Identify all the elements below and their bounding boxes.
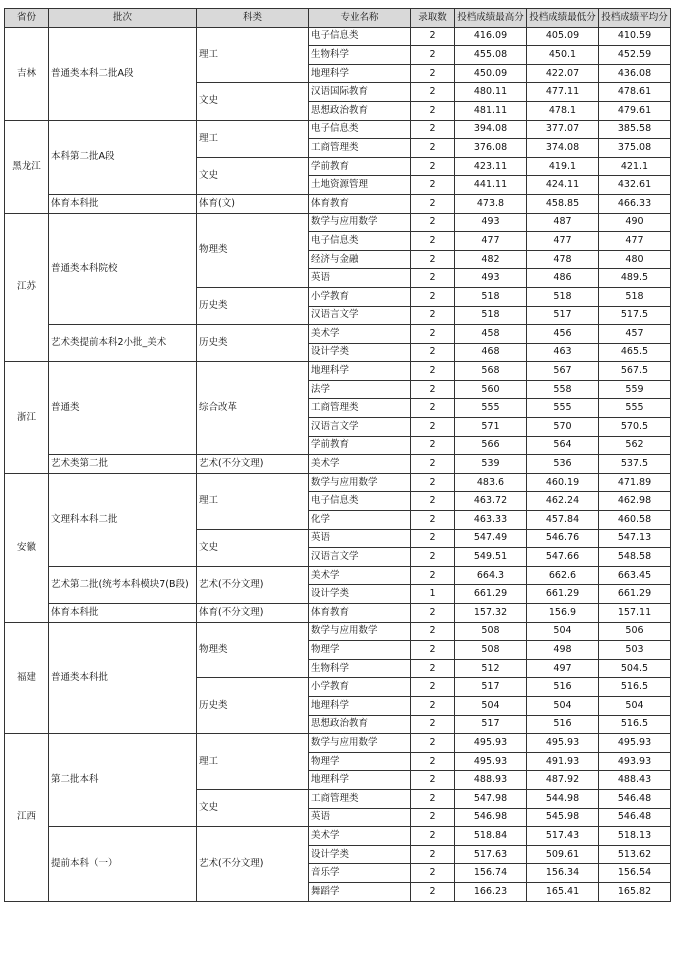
min-score-cell: 462.24 — [527, 492, 599, 511]
min-score-cell: 545.98 — [527, 808, 599, 827]
max-score-cell: 488.93 — [455, 771, 527, 790]
count-cell: 2 — [411, 343, 455, 362]
min-score-cell: 564 — [527, 436, 599, 455]
category-cell: 物理类 — [197, 622, 309, 678]
major-cell: 舞蹈学 — [309, 882, 411, 901]
category-cell: 理工 — [197, 734, 309, 790]
table-row — [5, 325, 671, 344]
min-score-cell: 374.08 — [527, 139, 599, 158]
max-score-cell: 518 — [455, 287, 527, 306]
avg-score-cell: 421.1 — [599, 157, 671, 176]
max-score-cell: 455.08 — [455, 46, 527, 65]
min-score-cell: 517 — [527, 306, 599, 325]
count-cell: 2 — [411, 232, 455, 251]
min-score-cell: 478 — [527, 250, 599, 269]
count-cell: 2 — [411, 269, 455, 288]
count-cell: 2 — [411, 771, 455, 790]
category-cell: 理工 — [197, 27, 309, 83]
major-cell: 地理科学 — [309, 64, 411, 83]
max-score-cell: 518 — [455, 306, 527, 325]
max-score-cell: 157.32 — [455, 604, 527, 623]
avg-score-cell: 479.61 — [599, 101, 671, 120]
avg-score-cell: 471.89 — [599, 473, 671, 492]
count-cell: 2 — [411, 213, 455, 232]
avg-score-cell: 375.08 — [599, 139, 671, 158]
category-cell: 文史 — [197, 157, 309, 194]
count-cell: 2 — [411, 27, 455, 46]
min-score-cell: 567 — [527, 362, 599, 381]
category-cell: 文史 — [197, 83, 309, 120]
count-cell: 2 — [411, 83, 455, 102]
min-score-cell: 156.34 — [527, 864, 599, 883]
max-score-cell: 458 — [455, 325, 527, 344]
min-score-cell: 517.43 — [527, 827, 599, 846]
avg-score-cell: 452.59 — [599, 46, 671, 65]
count-cell: 2 — [411, 176, 455, 195]
major-cell: 汉语言文学 — [309, 548, 411, 567]
avg-score-cell: 504 — [599, 696, 671, 715]
max-score-cell: 473.8 — [455, 194, 527, 213]
avg-score-cell: 495.93 — [599, 734, 671, 753]
header-row — [5, 9, 671, 28]
table-row — [5, 362, 671, 381]
max-score-cell: 547.49 — [455, 529, 527, 548]
max-score-cell: 517.63 — [455, 845, 527, 864]
header-province: 省份 — [5, 9, 49, 28]
major-cell: 设计学类 — [309, 343, 411, 362]
major-cell: 生物科学 — [309, 659, 411, 678]
min-score-cell: 487.92 — [527, 771, 599, 790]
category-cell: 艺术(不分文理) — [197, 455, 309, 474]
major-cell: 美术学 — [309, 827, 411, 846]
table-row — [5, 455, 671, 474]
count-cell: 2 — [411, 380, 455, 399]
major-cell: 小学教育 — [309, 287, 411, 306]
table-row — [5, 27, 671, 46]
min-score-cell: 516 — [527, 715, 599, 734]
table-row — [5, 604, 671, 623]
max-score-cell: 463.72 — [455, 492, 527, 511]
avg-score-cell: 478.61 — [599, 83, 671, 102]
major-cell: 土地资源管理 — [309, 176, 411, 195]
min-score-cell: 504 — [527, 696, 599, 715]
min-score-cell: 477 — [527, 232, 599, 251]
count-cell: 2 — [411, 325, 455, 344]
count-cell: 2 — [411, 752, 455, 771]
major-cell: 体育教育 — [309, 194, 411, 213]
count-cell: 2 — [411, 808, 455, 827]
count-cell: 2 — [411, 287, 455, 306]
count-cell: 2 — [411, 436, 455, 455]
category-cell: 物理类 — [197, 213, 309, 287]
min-score-cell: 156.9 — [527, 604, 599, 623]
count-cell: 2 — [411, 306, 455, 325]
min-score-cell: 405.09 — [527, 27, 599, 46]
category-cell: 综合改革 — [197, 362, 309, 455]
count-cell: 2 — [411, 864, 455, 883]
batch-cell: 提前本科（一） — [49, 827, 197, 901]
province-cell: 江西 — [5, 734, 49, 901]
major-cell: 电子信息类 — [309, 27, 411, 46]
max-score-cell: 508 — [455, 641, 527, 660]
min-score-cell: 516 — [527, 678, 599, 697]
category-cell: 文史 — [197, 789, 309, 826]
avg-score-cell: 165.82 — [599, 882, 671, 901]
min-score-cell: 457.84 — [527, 511, 599, 530]
count-cell: 2 — [411, 101, 455, 120]
major-cell: 英语 — [309, 808, 411, 827]
avg-score-cell: 457 — [599, 325, 671, 344]
max-score-cell: 416.09 — [455, 27, 527, 46]
max-score-cell: 664.3 — [455, 566, 527, 585]
max-score-cell: 661.29 — [455, 585, 527, 604]
major-cell: 经济与金融 — [309, 250, 411, 269]
max-score-cell: 555 — [455, 399, 527, 418]
max-score-cell: 517 — [455, 678, 527, 697]
max-score-cell: 493 — [455, 213, 527, 232]
min-score-cell: 544.98 — [527, 789, 599, 808]
max-score-cell: 495.93 — [455, 752, 527, 771]
avg-score-cell: 410.59 — [599, 27, 671, 46]
major-cell: 体育教育 — [309, 604, 411, 623]
major-cell: 英语 — [309, 529, 411, 548]
major-cell: 汉语言文学 — [309, 306, 411, 325]
major-cell: 数学与应用数学 — [309, 734, 411, 753]
major-cell: 设计学类 — [309, 845, 411, 864]
major-cell: 英语 — [309, 269, 411, 288]
major-cell: 美术学 — [309, 566, 411, 585]
count-cell: 2 — [411, 734, 455, 753]
max-score-cell: 156.74 — [455, 864, 527, 883]
count-cell: 2 — [411, 473, 455, 492]
category-cell: 理工 — [197, 120, 309, 157]
major-cell: 汉语国际教育 — [309, 83, 411, 102]
avg-score-cell: 547.13 — [599, 529, 671, 548]
batch-cell: 普通类本科批 — [49, 622, 197, 734]
category-cell: 理工 — [197, 473, 309, 529]
count-cell: 2 — [411, 120, 455, 139]
avg-score-cell: 555 — [599, 399, 671, 418]
avg-score-cell: 432.61 — [599, 176, 671, 195]
province-cell: 吉林 — [5, 27, 49, 120]
count-cell: 2 — [411, 789, 455, 808]
avg-score-cell: 477 — [599, 232, 671, 251]
province-cell: 黑龙江 — [5, 120, 49, 213]
count-cell: 2 — [411, 678, 455, 697]
max-score-cell: 508 — [455, 622, 527, 641]
header-batch: 批次 — [49, 9, 197, 28]
max-score-cell: 495.93 — [455, 734, 527, 753]
major-cell: 地理科学 — [309, 771, 411, 790]
min-score-cell: 509.61 — [527, 845, 599, 864]
header-avg-score: 投档成绩平均分 — [599, 9, 671, 28]
count-cell: 2 — [411, 139, 455, 158]
count-cell: 2 — [411, 362, 455, 381]
major-cell: 电子信息类 — [309, 492, 411, 511]
major-cell: 汉语言文学 — [309, 418, 411, 437]
count-cell: 2 — [411, 696, 455, 715]
count-cell: 2 — [411, 64, 455, 83]
count-cell: 2 — [411, 622, 455, 641]
batch-cell: 体育本科批 — [49, 604, 197, 623]
min-score-cell: 661.29 — [527, 585, 599, 604]
category-cell: 历史类 — [197, 287, 309, 324]
max-score-cell: 482 — [455, 250, 527, 269]
max-score-cell: 493 — [455, 269, 527, 288]
category-cell: 历史类 — [197, 678, 309, 734]
count-cell: 2 — [411, 566, 455, 585]
min-score-cell: 477.11 — [527, 83, 599, 102]
min-score-cell: 536 — [527, 455, 599, 474]
admissions-score-table — [4, 8, 671, 902]
major-cell: 学前教育 — [309, 157, 411, 176]
table-row — [5, 827, 671, 846]
count-cell: 2 — [411, 157, 455, 176]
avg-score-cell: 489.5 — [599, 269, 671, 288]
major-cell: 生物科学 — [309, 46, 411, 65]
max-score-cell: 518.84 — [455, 827, 527, 846]
avg-score-cell: 516.5 — [599, 678, 671, 697]
min-score-cell: 165.41 — [527, 882, 599, 901]
major-cell: 数学与应用数学 — [309, 473, 411, 492]
max-score-cell: 481.11 — [455, 101, 527, 120]
avg-score-cell: 517.5 — [599, 306, 671, 325]
avg-score-cell: 562 — [599, 436, 671, 455]
avg-score-cell: 546.48 — [599, 808, 671, 827]
max-score-cell: 504 — [455, 696, 527, 715]
count-cell: 2 — [411, 529, 455, 548]
max-score-cell: 560 — [455, 380, 527, 399]
count-cell: 2 — [411, 659, 455, 678]
count-cell: 2 — [411, 604, 455, 623]
batch-cell: 第二批本科 — [49, 734, 197, 827]
min-score-cell: 487 — [527, 213, 599, 232]
major-cell: 工商管理类 — [309, 139, 411, 158]
table-row — [5, 120, 671, 139]
max-score-cell: 441.11 — [455, 176, 527, 195]
header-max-score: 投档成绩最高分 — [455, 9, 527, 28]
max-score-cell: 517 — [455, 715, 527, 734]
max-score-cell: 512 — [455, 659, 527, 678]
count-cell: 2 — [411, 492, 455, 511]
category-cell: 历史类 — [197, 325, 309, 362]
count-cell: 2 — [411, 399, 455, 418]
table-body — [5, 27, 671, 901]
batch-cell: 文理科本科二批 — [49, 473, 197, 566]
major-cell: 电子信息类 — [309, 120, 411, 139]
max-score-cell: 566 — [455, 436, 527, 455]
count-cell: 2 — [411, 511, 455, 530]
min-score-cell: 518 — [527, 287, 599, 306]
category-cell: 体育(文) — [197, 194, 309, 213]
table-row — [5, 734, 671, 753]
province-cell: 福建 — [5, 622, 49, 734]
province-cell: 江苏 — [5, 213, 49, 362]
max-score-cell: 571 — [455, 418, 527, 437]
count-cell: 2 — [411, 455, 455, 474]
table-row — [5, 566, 671, 585]
count-cell: 2 — [411, 418, 455, 437]
avg-score-cell: 661.29 — [599, 585, 671, 604]
batch-cell: 普通类 — [49, 362, 197, 455]
major-cell: 物理学 — [309, 641, 411, 660]
min-score-cell: 460.19 — [527, 473, 599, 492]
max-score-cell: 549.51 — [455, 548, 527, 567]
max-score-cell: 539 — [455, 455, 527, 474]
min-score-cell: 450.1 — [527, 46, 599, 65]
max-score-cell: 483.6 — [455, 473, 527, 492]
count-cell: 2 — [411, 845, 455, 864]
header-category: 科类 — [197, 9, 309, 28]
batch-cell: 普通类本科院校 — [49, 213, 197, 325]
major-cell: 美术学 — [309, 325, 411, 344]
category-cell: 文史 — [197, 529, 309, 566]
min-score-cell: 555 — [527, 399, 599, 418]
min-score-cell: 486 — [527, 269, 599, 288]
avg-score-cell: 548.58 — [599, 548, 671, 567]
min-score-cell: 491.93 — [527, 752, 599, 771]
avg-score-cell: 537.5 — [599, 455, 671, 474]
header-count: 录取数 — [411, 9, 455, 28]
max-score-cell: 394.08 — [455, 120, 527, 139]
category-cell: 艺术(不分文理) — [197, 566, 309, 603]
count-cell: 2 — [411, 715, 455, 734]
major-cell: 化学 — [309, 511, 411, 530]
major-cell: 地理科学 — [309, 696, 411, 715]
batch-cell: 艺术类第二批 — [49, 455, 197, 474]
avg-score-cell: 518.13 — [599, 827, 671, 846]
avg-score-cell: 546.48 — [599, 789, 671, 808]
avg-score-cell: 490 — [599, 213, 671, 232]
avg-score-cell: 460.58 — [599, 511, 671, 530]
header-major: 专业名称 — [309, 9, 411, 28]
table-row — [5, 194, 671, 213]
batch-cell: 体育本科批 — [49, 194, 197, 213]
avg-score-cell: 156.54 — [599, 864, 671, 883]
avg-score-cell: 385.58 — [599, 120, 671, 139]
avg-score-cell: 488.43 — [599, 771, 671, 790]
min-score-cell: 419.1 — [527, 157, 599, 176]
max-score-cell: 468 — [455, 343, 527, 362]
max-score-cell: 477 — [455, 232, 527, 251]
count-cell: 2 — [411, 548, 455, 567]
major-cell: 思想政治教育 — [309, 715, 411, 734]
min-score-cell: 497 — [527, 659, 599, 678]
count-cell: 2 — [411, 882, 455, 901]
category-cell: 体育(不分文理) — [197, 604, 309, 623]
avg-score-cell: 465.5 — [599, 343, 671, 362]
count-cell: 2 — [411, 250, 455, 269]
avg-score-cell: 503 — [599, 641, 671, 660]
header-min-score: 投档成绩最低分 — [527, 9, 599, 28]
max-score-cell: 546.98 — [455, 808, 527, 827]
table-row — [5, 622, 671, 641]
major-cell: 工商管理类 — [309, 789, 411, 808]
major-cell: 思想政治教育 — [309, 101, 411, 120]
category-cell: 艺术(不分文理) — [197, 827, 309, 901]
min-score-cell: 546.76 — [527, 529, 599, 548]
min-score-cell: 504 — [527, 622, 599, 641]
avg-score-cell: 493.93 — [599, 752, 671, 771]
avg-score-cell: 513.62 — [599, 845, 671, 864]
avg-score-cell: 663.45 — [599, 566, 671, 585]
major-cell: 数学与应用数学 — [309, 622, 411, 641]
count-cell: 1 — [411, 585, 455, 604]
avg-score-cell: 504.5 — [599, 659, 671, 678]
min-score-cell: 498 — [527, 641, 599, 660]
min-score-cell: 422.07 — [527, 64, 599, 83]
avg-score-cell: 480 — [599, 250, 671, 269]
min-score-cell: 495.93 — [527, 734, 599, 753]
avg-score-cell: 570.5 — [599, 418, 671, 437]
major-cell: 学前教育 — [309, 436, 411, 455]
count-cell: 2 — [411, 827, 455, 846]
province-cell: 浙江 — [5, 362, 49, 474]
min-score-cell: 662.6 — [527, 566, 599, 585]
min-score-cell: 463 — [527, 343, 599, 362]
max-score-cell: 480.11 — [455, 83, 527, 102]
count-cell: 2 — [411, 194, 455, 213]
avg-score-cell: 518 — [599, 287, 671, 306]
avg-score-cell: 506 — [599, 622, 671, 641]
min-score-cell: 547.66 — [527, 548, 599, 567]
avg-score-cell: 559 — [599, 380, 671, 399]
major-cell: 工商管理类 — [309, 399, 411, 418]
min-score-cell: 558 — [527, 380, 599, 399]
table-row — [5, 213, 671, 232]
major-cell: 地理科学 — [309, 362, 411, 381]
max-score-cell: 376.08 — [455, 139, 527, 158]
max-score-cell: 166.23 — [455, 882, 527, 901]
max-score-cell: 423.11 — [455, 157, 527, 176]
major-cell: 音乐学 — [309, 864, 411, 883]
max-score-cell: 450.09 — [455, 64, 527, 83]
batch-cell: 艺术第二批(统考本科模块7(B段) — [49, 566, 197, 603]
major-cell: 美术学 — [309, 455, 411, 474]
avg-score-cell: 567.5 — [599, 362, 671, 381]
max-score-cell: 568 — [455, 362, 527, 381]
major-cell: 小学教育 — [309, 678, 411, 697]
min-score-cell: 458.85 — [527, 194, 599, 213]
count-cell: 2 — [411, 46, 455, 65]
min-score-cell: 570 — [527, 418, 599, 437]
max-score-cell: 463.33 — [455, 511, 527, 530]
major-cell: 设计学类 — [309, 585, 411, 604]
count-cell: 2 — [411, 641, 455, 660]
avg-score-cell: 436.08 — [599, 64, 671, 83]
batch-cell: 本科第二批A段 — [49, 120, 197, 194]
avg-score-cell: 462.98 — [599, 492, 671, 511]
batch-cell: 普通类本科二批A段 — [49, 27, 197, 120]
min-score-cell: 478.1 — [527, 101, 599, 120]
major-cell: 数学与应用数学 — [309, 213, 411, 232]
min-score-cell: 377.07 — [527, 120, 599, 139]
major-cell: 法学 — [309, 380, 411, 399]
table-row — [5, 473, 671, 492]
avg-score-cell: 516.5 — [599, 715, 671, 734]
avg-score-cell: 157.11 — [599, 604, 671, 623]
major-cell: 物理学 — [309, 752, 411, 771]
avg-score-cell: 466.33 — [599, 194, 671, 213]
batch-cell: 艺术类提前本科2小批_美术 — [49, 325, 197, 362]
major-cell: 电子信息类 — [309, 232, 411, 251]
min-score-cell: 424.11 — [527, 176, 599, 195]
max-score-cell: 547.98 — [455, 789, 527, 808]
province-cell: 安徽 — [5, 473, 49, 622]
min-score-cell: 456 — [527, 325, 599, 344]
